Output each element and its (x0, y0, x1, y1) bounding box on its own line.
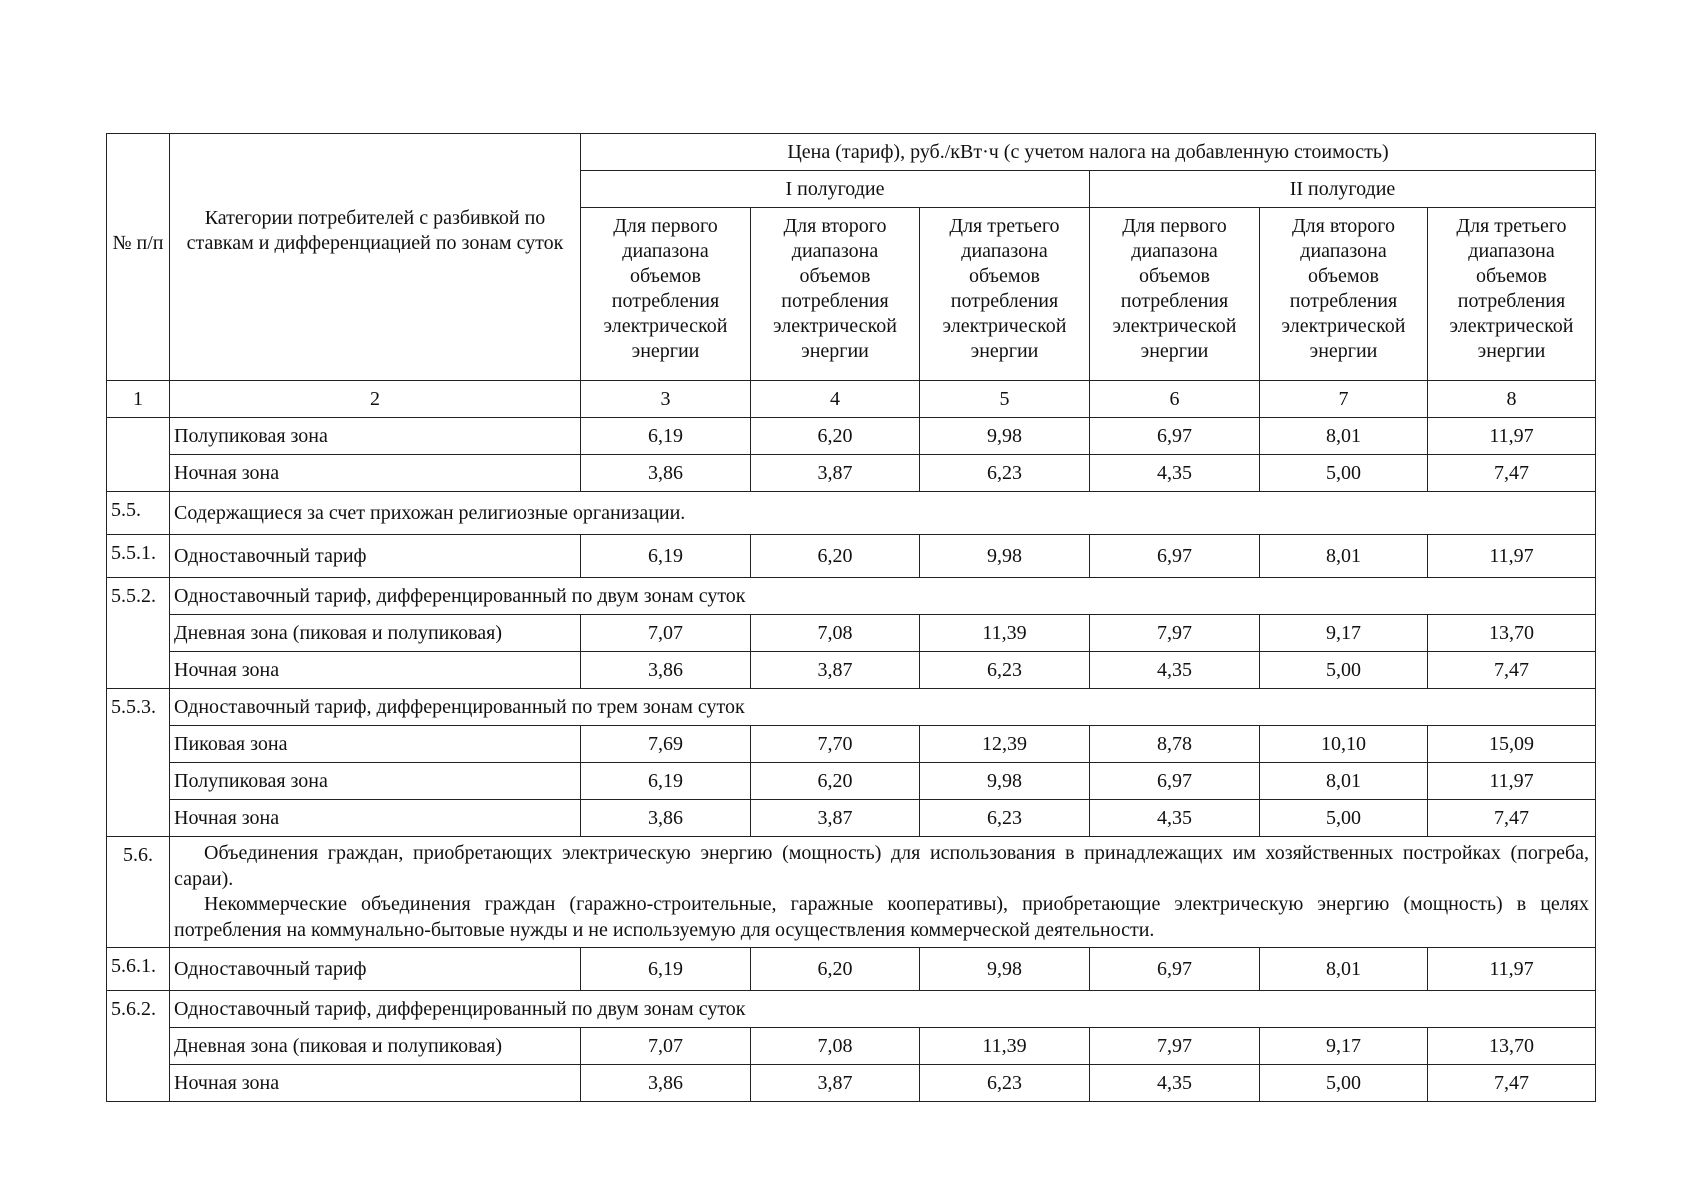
price-cell: 6,97 (1090, 535, 1260, 578)
table-row (107, 418, 1596, 455)
row-label: Ночная зона (170, 1065, 581, 1102)
price-cell: 11,39 (920, 1028, 1090, 1065)
price-cell: 13,70 (1428, 615, 1596, 652)
section-row (107, 837, 1596, 948)
table-row (107, 948, 1596, 991)
header-half-year-1: I полугодие (581, 171, 1090, 208)
price-cell: 15,09 (1428, 726, 1596, 763)
price-cell: 8,78 (1090, 726, 1260, 763)
price-cell: 7,08 (751, 1028, 920, 1065)
section-row (107, 578, 1596, 615)
price-cell: 7,08 (751, 615, 920, 652)
column-index: 7 (1260, 381, 1428, 418)
row-label: Ночная зона (170, 800, 581, 837)
price-cell: 5,00 (1260, 455, 1428, 492)
price-cell: 9,17 (1260, 1028, 1428, 1065)
price-cell: 3,86 (581, 652, 751, 689)
price-cell: 11,97 (1428, 418, 1596, 455)
tariff-document (106, 133, 1595, 1102)
price-cell: 3,86 (581, 1065, 751, 1102)
header-col-7: Для второго диапазона объемов потребления электрической энергии (1260, 208, 1428, 381)
column-index: 4 (751, 381, 920, 418)
price-cell: 6,20 (751, 948, 920, 991)
row-label: Дневная зона (пиковая и полупиковая) (170, 615, 581, 652)
price-cell: 7,47 (1428, 652, 1596, 689)
row-number-blank (107, 418, 170, 492)
price-cell: 6,19 (581, 763, 751, 800)
price-cell: 6,20 (751, 418, 920, 455)
row-label: Ночная зона (170, 455, 581, 492)
price-cell: 5,00 (1260, 652, 1428, 689)
price-cell: 5,00 (1260, 800, 1428, 837)
price-cell: 3,87 (751, 455, 920, 492)
price-cell: 4,35 (1090, 455, 1260, 492)
price-cell: 7,97 (1090, 615, 1260, 652)
section-title: Содержащиеся за счет прихожан религиозные организации. (170, 492, 1596, 535)
price-cell: 3,86 (581, 800, 751, 837)
price-cell: 6,97 (1090, 418, 1260, 455)
header-number: № п/п (107, 134, 170, 381)
row-label: Дневная зона (пиковая и полупиковая) (170, 1028, 581, 1065)
price-cell: 13,70 (1428, 1028, 1596, 1065)
column-index: 8 (1428, 381, 1596, 418)
price-cell: 8,01 (1260, 535, 1428, 578)
row-number: 5.5.1. (107, 535, 170, 578)
price-cell: 7,47 (1428, 1065, 1596, 1102)
price-cell: 7,97 (1090, 1028, 1260, 1065)
price-cell: 8,01 (1260, 948, 1428, 991)
header-col-6: Для первого диапазона объемов потребления электрической энергии (1090, 208, 1260, 381)
row-number: 5.5.2. (107, 578, 170, 689)
row-number: 5.5.3. (107, 689, 170, 837)
tariff-table (106, 133, 1596, 1102)
header-col-8: Для третьего диапазона объемов потребления электрической энергии (1428, 208, 1596, 381)
table-row (107, 1028, 1596, 1065)
price-cell: 9,98 (920, 948, 1090, 991)
price-cell: 9,98 (920, 535, 1090, 578)
price-cell: 7,69 (581, 726, 751, 763)
price-cell: 4,35 (1090, 652, 1260, 689)
price-cell: 6,20 (751, 763, 920, 800)
price-cell: 6,97 (1090, 763, 1260, 800)
price-cell: 6,19 (581, 418, 751, 455)
price-cell: 8,01 (1260, 418, 1428, 455)
price-cell: 7,47 (1428, 455, 1596, 492)
row-label: Полупиковая зона (170, 418, 581, 455)
price-cell: 11,97 (1428, 948, 1596, 991)
price-cell: 6,23 (920, 1065, 1090, 1102)
price-cell: 12,39 (920, 726, 1090, 763)
column-index: 1 (107, 381, 170, 418)
section-title: Одноставочный тариф, дифференцированный по двум зонам суток (170, 991, 1596, 1028)
price-cell: 8,01 (1260, 763, 1428, 800)
header-col-5: Для третьего диапазона объемов потребления электрической энергии (920, 208, 1090, 381)
row-label: Одноставочный тариф (170, 535, 581, 578)
price-cell: 9,98 (920, 418, 1090, 455)
row-label: Ночная зона (170, 652, 581, 689)
column-index: 5 (920, 381, 1090, 418)
section-title: Одноставочный тариф, дифференцированный по двум зонам суток (170, 578, 1596, 615)
price-cell: 10,10 (1260, 726, 1428, 763)
table-row (107, 652, 1596, 689)
row-label: Одноставочный тариф (170, 948, 581, 991)
row-number: 5.5. (107, 492, 170, 535)
price-cell: 11,39 (920, 615, 1090, 652)
row-number: 5.6. (107, 837, 170, 948)
table-row (107, 800, 1596, 837)
header-price: Цена (тариф), руб./кВт·ч (с учетом налога на добавленную стоимость) (581, 134, 1596, 171)
price-cell: 11,97 (1428, 535, 1596, 578)
price-cell: 9,98 (920, 763, 1090, 800)
section-description (170, 837, 1596, 948)
table-row (107, 455, 1596, 492)
price-cell: 5,00 (1260, 1065, 1428, 1102)
section-row (107, 689, 1596, 726)
price-cell: 3,87 (751, 1065, 920, 1102)
column-index: 6 (1090, 381, 1260, 418)
price-cell: 4,35 (1090, 1065, 1260, 1102)
header-category: Категории потребителей с разбивкой по ставкам и дифференциацией по зонам суток (170, 134, 581, 381)
price-cell: 6,23 (920, 455, 1090, 492)
section-paragraph: Объединения граждан, приобретающих электрическую энергию (мощность) для использования в принадлежащих им хозяйственных постройках (погреба, сараи). (174, 842, 1589, 890)
row-label: Пиковая зона (170, 726, 581, 763)
price-cell: 7,47 (1428, 800, 1596, 837)
price-cell: 9,17 (1260, 615, 1428, 652)
column-index: 3 (581, 381, 751, 418)
column-index: 2 (170, 381, 581, 418)
section-title: Одноставочный тариф, дифференцированный по трем зонам суток (170, 689, 1596, 726)
price-cell: 11,97 (1428, 763, 1596, 800)
table-row (107, 763, 1596, 800)
header-col-4: Для второго диапазона объемов потребления электрической энергии (751, 208, 920, 381)
table-row (107, 726, 1596, 763)
table-row (107, 1065, 1596, 1102)
price-cell: 6,19 (581, 535, 751, 578)
section-row (107, 492, 1596, 535)
price-cell: 3,87 (751, 800, 920, 837)
price-cell: 7,07 (581, 1028, 751, 1065)
price-cell: 6,23 (920, 652, 1090, 689)
price-cell: 3,87 (751, 652, 920, 689)
table-row (107, 615, 1596, 652)
price-cell: 6,23 (920, 800, 1090, 837)
price-cell: 7,70 (751, 726, 920, 763)
price-cell: 6,97 (1090, 948, 1260, 991)
price-cell: 6,19 (581, 948, 751, 991)
price-cell: 4,35 (1090, 800, 1260, 837)
section-row (107, 991, 1596, 1028)
row-label: Полупиковая зона (170, 763, 581, 800)
price-cell: 6,20 (751, 535, 920, 578)
row-number: 5.6.1. (107, 948, 170, 991)
price-cell: 7,07 (581, 615, 751, 652)
section-paragraph: Некоммерческие объединения граждан (гаражно-строительные, гаражные кооперативы), приобретающие электрическую энергию (мощность) в целях потребления на коммунально-бытовые нужды и не используемую для осуществления коммерческой деятельности. (174, 893, 1589, 941)
header-col-3: Для первого диапазона объемов потребления электрической энергии (581, 208, 751, 381)
column-index-row (107, 381, 1596, 418)
row-number: 5.6.2. (107, 991, 170, 1102)
table-row (107, 535, 1596, 578)
header-half-year-2: II полугодие (1090, 171, 1596, 208)
price-cell: 3,86 (581, 455, 751, 492)
